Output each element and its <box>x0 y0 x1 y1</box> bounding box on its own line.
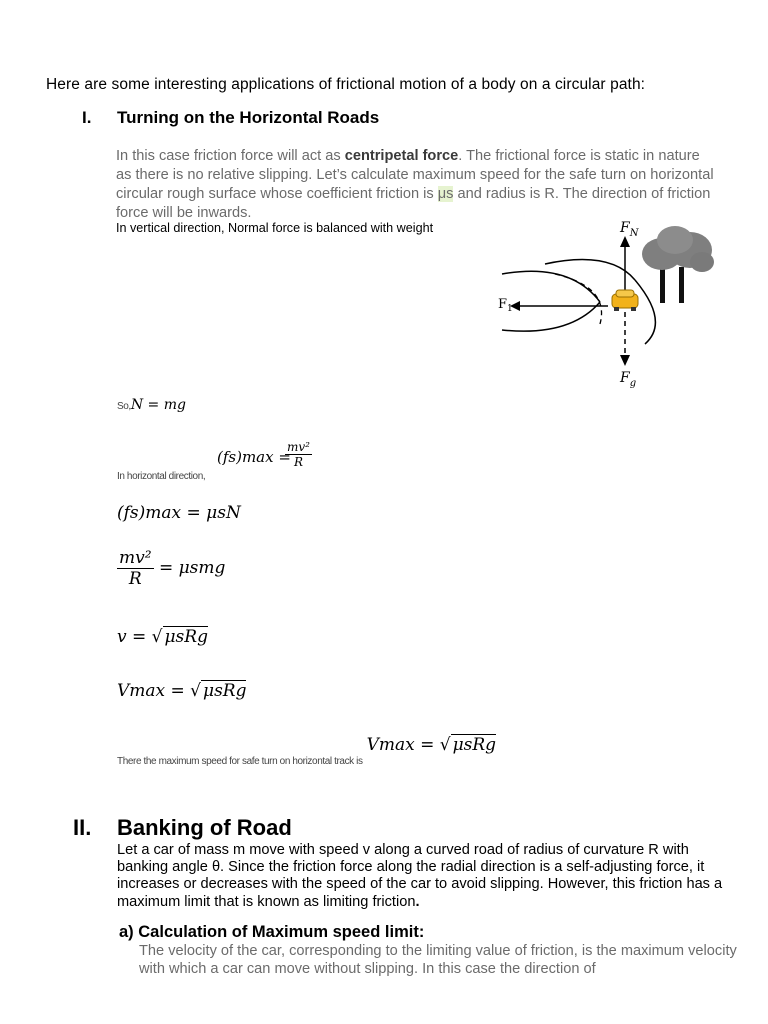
subsection-a-title: Calculation of Maximum speed limit: <box>138 923 425 941</box>
car-icon <box>612 290 638 311</box>
section-1-number: I. <box>82 108 92 127</box>
fg-label: $F_g$ <box>620 370 637 389</box>
final-root: μsRg <box>452 735 497 755</box>
para2-text: Let a car of mass m move with speed v along a curved road of radius of curvature R with banking angle θ. Since the friction force along the radial direction is a self-adjusting force, it increases or decreases with the speed of the car to avoid slipping. However, this friction has a maximum limit that is known as limiting friction <box>117 842 723 910</box>
subsection-a-heading <box>119 923 424 942</box>
tree-icon <box>642 226 714 303</box>
gravity-arrowhead <box>620 355 630 366</box>
road-inner-curve-bottom <box>635 280 655 344</box>
mv2-over-R <box>285 440 312 469</box>
section-2-number: II. <box>73 815 92 840</box>
f1-label: $F_1$ <box>498 297 513 314</box>
para2-end: . <box>415 893 420 910</box>
horizontal-label: In horizontal direction, <box>117 471 206 482</box>
v-root: μsRg <box>164 627 208 647</box>
frac2-numerator: mv² <box>119 548 152 568</box>
mv2-over-R-2 <box>117 548 154 589</box>
therefore-label: There the maximum speed for safe turn on horizontal track is <box>117 756 363 767</box>
car-turn-diagram <box>490 212 720 392</box>
subsection-a-paragraph: The velocity of the car, corresponding to the limiting value of friction, is the maximum velocity with which a car can move without slipping. In this case the direction of <box>139 943 737 977</box>
eq-mv2-mus-mg <box>117 548 225 589</box>
mu-s-highlight: μs <box>437 186 454 202</box>
eq-fs-max-centripetal <box>117 440 310 482</box>
eq-fs-max-mu: (fs)max = μsN <box>117 503 241 523</box>
normal-arrowhead <box>620 236 630 247</box>
eq-final-vmax: $_{There the maximum speed for safe turn on horizontal track is}$ Vmax = √ μsRg <box>117 735 497 767</box>
road-inner-curve-top <box>545 260 635 280</box>
so-label: So, <box>117 401 131 412</box>
para1-text-b: . The frictional force is static in nature as there is no relative slipping. Let’s calculate maximum speed for the safe turn on horizontal circular rough surface whose coefficient friction is <box>116 148 714 202</box>
frac-denominator: R <box>293 455 303 469</box>
vmax-root: μsRg <box>203 681 247 701</box>
dashed-path <box>555 274 602 324</box>
section-2-title: Banking of Road <box>117 815 292 840</box>
para1-text-c: and radius is R. The direction of friction force will be inwards. <box>116 186 711 221</box>
eq-vmax-sqrt: Vmax = √ μsRg <box>117 681 247 701</box>
mus-mg: = μsmg <box>158 558 226 578</box>
frac-numerator: mv² <box>287 440 310 454</box>
eq-n-mg <box>117 396 186 414</box>
fs-max-lhs: (fs)max = <box>217 448 291 466</box>
road-outer-curve-top <box>502 271 600 302</box>
section-1-title: Turning on the Horizontal Roads <box>117 108 380 127</box>
frac2-denominator: R <box>128 569 142 589</box>
section-2-paragraph <box>117 842 727 911</box>
final-vmax-lhs: Vmax = <box>366 735 440 755</box>
eq-v-sqrt: v = √ μsRg <box>117 627 208 647</box>
n-equation: N = mg <box>130 397 186 413</box>
vertical-direction-line: In vertical direction, Normal force is balanced with weight <box>116 221 434 235</box>
para1-bold: centripetal force <box>344 148 459 164</box>
subsection-a-label: a) <box>119 923 134 941</box>
fn-label: $F_N$ <box>620 220 639 239</box>
intro-text: Here are some interesting applications of frictional motion of a body on a circular path: <box>46 76 646 93</box>
vmax-lhs: Vmax = <box>117 681 191 701</box>
v-lhs: v = <box>117 627 152 647</box>
para1-text-a: In this case friction force will act as <box>116 148 345 164</box>
